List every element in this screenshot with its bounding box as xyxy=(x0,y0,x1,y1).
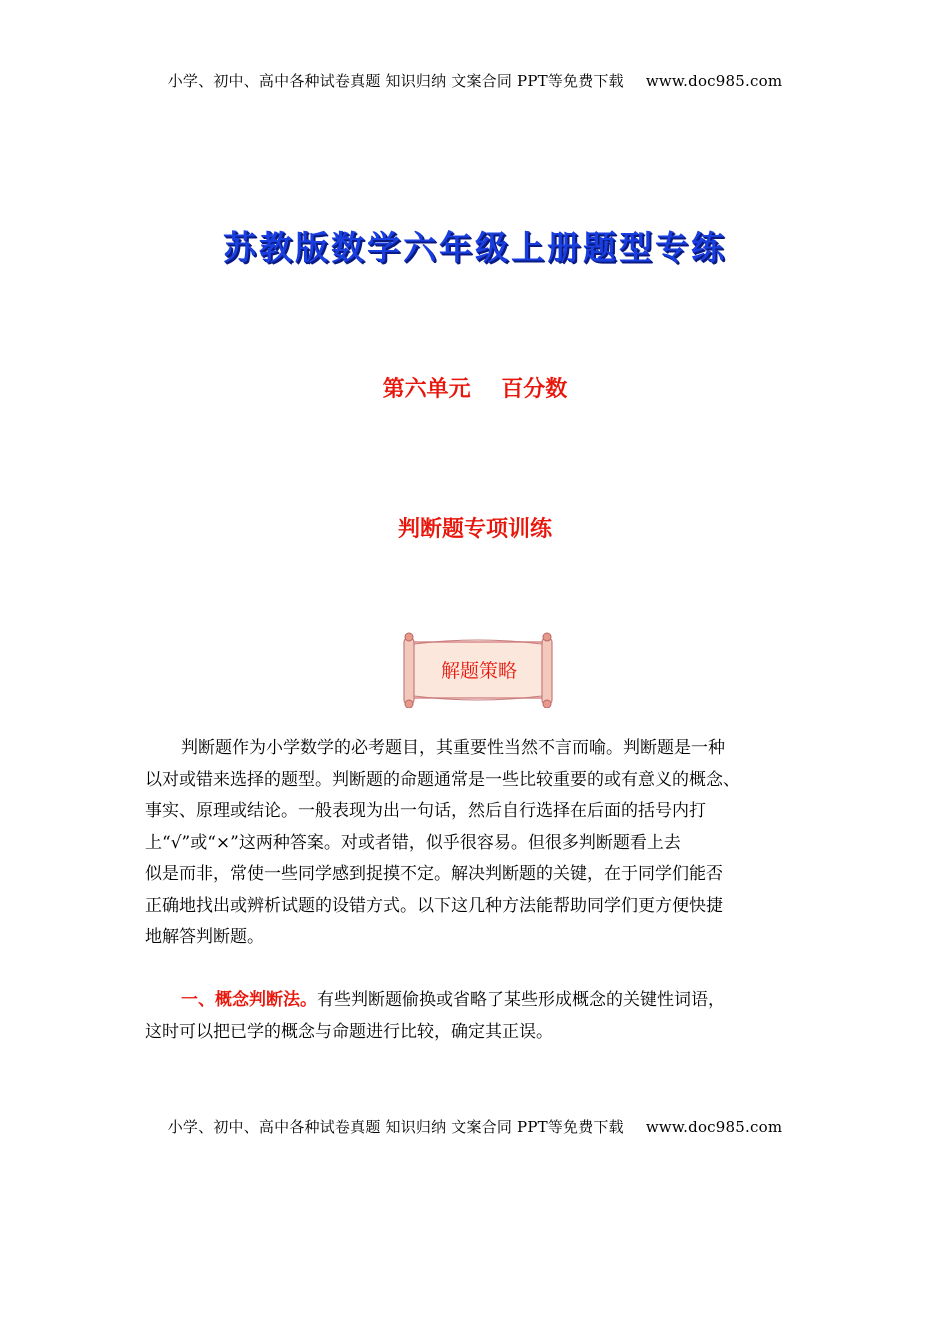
paragraph-line: 似是而非，常使一些同学感到捉摸不定。解决判断题的关键，在于同学们能否 xyxy=(145,864,723,884)
method-paragraph xyxy=(145,985,825,1048)
paragraph-line: 判断题作为小学数学的必考题目，其重要性当然不言而喻。判断题是一种 xyxy=(181,738,725,758)
strategy-banner xyxy=(396,632,560,708)
paragraph-line: 上“√”或“×”这两种答案。对或者错，似乎很容易。但很多判断题看上去 xyxy=(145,832,681,853)
paragraph-line: 事实、原理或结论。一般表现为出一句话，然后自行选择在后面的括号内打 xyxy=(145,801,706,821)
strategy-label: 解题策略 xyxy=(440,660,517,682)
section-title: 判断题专项训练 xyxy=(397,517,552,542)
footer-site: www.doc985.com xyxy=(645,1118,783,1136)
method-text: 有些判断题偷换或省略了某些形成概念的关键性词语， xyxy=(317,990,725,1010)
unit-title: 第六单元 百分数 xyxy=(382,377,568,402)
document-title: 苏教版数学六年级上册题型专练 xyxy=(223,228,727,267)
footer-text: 小学、初中、高中各种试卷真题 知识归纳 文案合同 PPT等免费下载 xyxy=(167,1118,624,1136)
paragraph-line: 地解答判断题。 xyxy=(145,927,264,947)
paragraph-line: 正确地找出或辨析试题的设错方式。以下这几种方法能帮助同学们更方便快捷 xyxy=(145,895,723,916)
method-line: 这时可以把已学的概念与命题进行比较，确定其正误。 xyxy=(145,1021,553,1042)
paragraph-line: 以对或错来选择的题型。判断题的命题通常是一些比较重要的或有意义的概念、 xyxy=(145,769,740,790)
method-heading: 一、概念判断法。 xyxy=(181,990,317,1010)
header-site: www.doc985.com xyxy=(645,72,783,90)
method-line xyxy=(145,985,825,1017)
page-footer xyxy=(0,1116,950,1137)
intro-paragraph xyxy=(145,733,825,954)
page-header xyxy=(0,70,950,91)
header-text: 小学、初中、高中各种试卷真题 知识归纳 文案合同 PPT等免费下载 xyxy=(167,72,624,90)
